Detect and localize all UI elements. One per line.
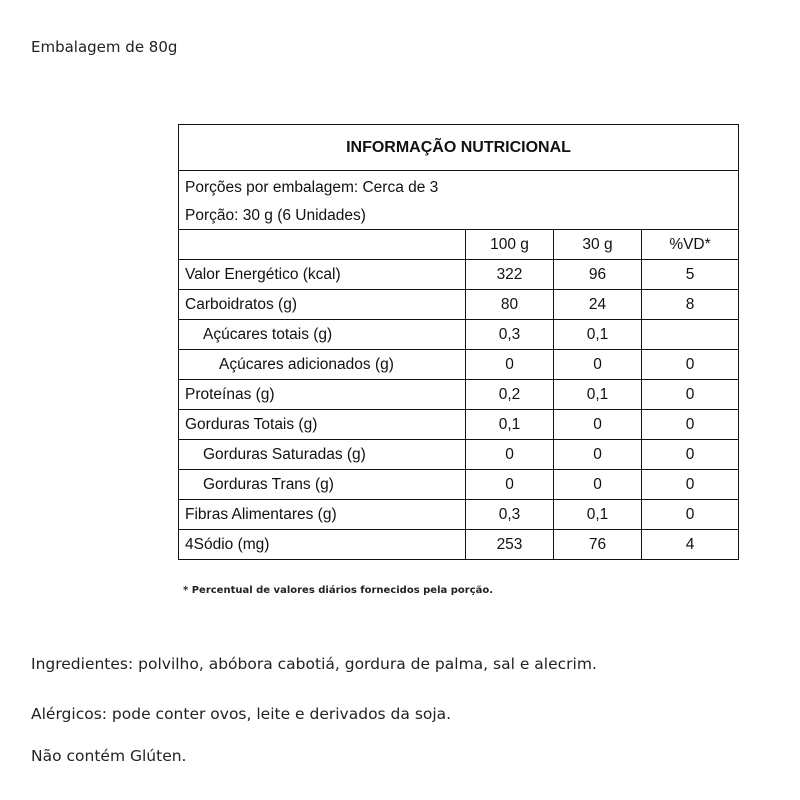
nutrient-label: Valor Energético (kcal) bbox=[179, 260, 466, 290]
value-100g: 0 bbox=[466, 350, 554, 380]
value-100g: 253 bbox=[466, 530, 554, 560]
table-row bbox=[179, 470, 739, 500]
nutrient-label: Carboidratos (g) bbox=[179, 290, 466, 320]
header-vd: %VD* bbox=[642, 230, 739, 260]
value-30g: 0,1 bbox=[554, 500, 642, 530]
value-vd bbox=[642, 320, 739, 350]
nutrient-label: Gorduras Saturadas (g) bbox=[179, 440, 466, 470]
value-vd: 0 bbox=[642, 470, 739, 500]
table-title: INFORMAÇÃO NUTRICIONAL bbox=[179, 125, 739, 171]
value-30g: 0,1 bbox=[554, 380, 642, 410]
value-vd: 0 bbox=[642, 380, 739, 410]
ingredients-text: Ingredientes: polvilho, abóbora cabotiá, gordura de palma, sal e alecrim. bbox=[31, 655, 597, 673]
footnote: * Percentual de valores diários fornecidos pela porção. bbox=[183, 585, 494, 596]
value-100g: 0 bbox=[466, 470, 554, 500]
value-30g: 0 bbox=[554, 470, 642, 500]
value-100g: 0,1 bbox=[466, 410, 554, 440]
table-row bbox=[179, 320, 739, 350]
value-100g: 0,3 bbox=[466, 500, 554, 530]
table-row bbox=[179, 440, 739, 470]
nutrient-label: Gorduras Trans (g) bbox=[179, 470, 466, 500]
value-30g: 0 bbox=[554, 440, 642, 470]
value-vd: 0 bbox=[642, 350, 739, 380]
table-row bbox=[179, 500, 739, 530]
package-size-text: Embalagem de 80g bbox=[31, 38, 178, 56]
value-100g: 0,2 bbox=[466, 380, 554, 410]
nutrient-label: Açúcares totais (g) bbox=[179, 320, 466, 350]
nutrition-table-wrapper bbox=[178, 124, 738, 560]
table-row bbox=[179, 260, 739, 290]
header-empty bbox=[179, 230, 466, 260]
gluten-text: Não contém Glúten. bbox=[31, 747, 187, 765]
value-30g: 76 bbox=[554, 530, 642, 560]
value-30g: 96 bbox=[554, 260, 642, 290]
value-vd: 8 bbox=[642, 290, 739, 320]
serving-size-row bbox=[179, 202, 739, 230]
servings-row bbox=[179, 171, 739, 203]
table-row bbox=[179, 530, 739, 560]
value-100g: 0,3 bbox=[466, 320, 554, 350]
table-row bbox=[179, 290, 739, 320]
value-30g: 0 bbox=[554, 410, 642, 440]
value-vd: 0 bbox=[642, 500, 739, 530]
nutrient-label: 4Sódio (mg) bbox=[179, 530, 466, 560]
header-row bbox=[179, 230, 739, 260]
nutrient-label: Proteínas (g) bbox=[179, 380, 466, 410]
nutrient-label: Fibras Alimentares (g) bbox=[179, 500, 466, 530]
servings-per-package: Porções por embalagem: Cerca de 3 bbox=[179, 171, 739, 203]
allergens-text: Alérgicos: pode conter ovos, leite e derivados da soja. bbox=[31, 705, 452, 723]
table-title-row bbox=[179, 125, 739, 171]
header-30g: 30 g bbox=[554, 230, 642, 260]
value-30g: 24 bbox=[554, 290, 642, 320]
value-100g: 322 bbox=[466, 260, 554, 290]
serving-size: Porção: 30 g (6 Unidades) bbox=[179, 202, 739, 230]
header-100g: 100 g bbox=[466, 230, 554, 260]
table-row bbox=[179, 410, 739, 440]
value-100g: 0 bbox=[466, 440, 554, 470]
nutrient-label: Açúcares adicionados (g) bbox=[179, 350, 466, 380]
nutrition-table bbox=[178, 124, 739, 560]
value-vd: 0 bbox=[642, 440, 739, 470]
value-vd: 5 bbox=[642, 260, 739, 290]
value-vd: 0 bbox=[642, 410, 739, 440]
value-30g: 0,1 bbox=[554, 320, 642, 350]
value-vd: 4 bbox=[642, 530, 739, 560]
value-30g: 0 bbox=[554, 350, 642, 380]
nutrient-label: Gorduras Totais (g) bbox=[179, 410, 466, 440]
table-row bbox=[179, 350, 739, 380]
table-row bbox=[179, 380, 739, 410]
value-100g: 80 bbox=[466, 290, 554, 320]
